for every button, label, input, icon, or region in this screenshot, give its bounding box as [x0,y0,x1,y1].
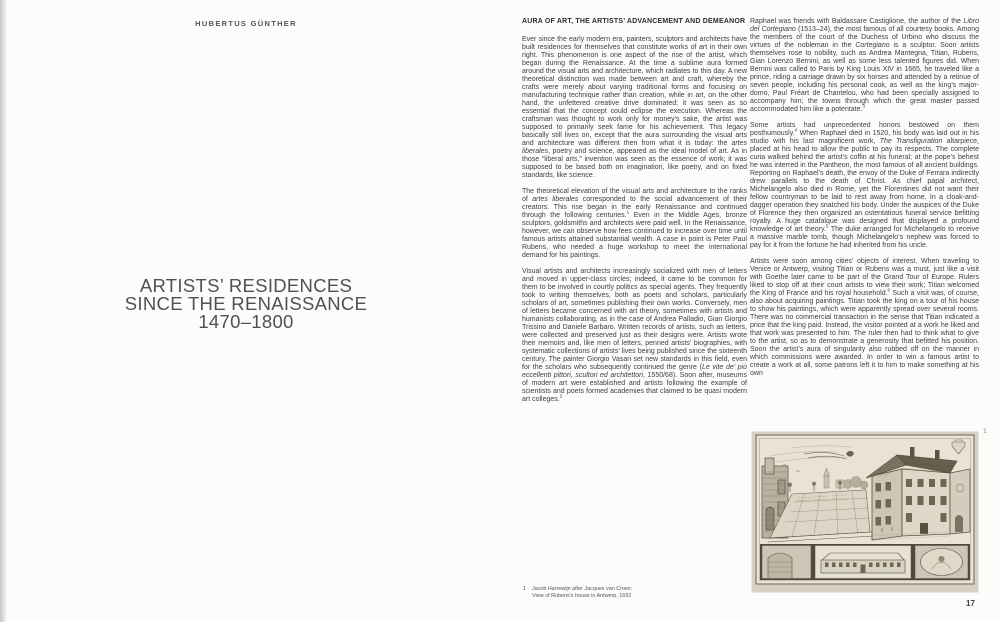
title-line-1: ARTISTS’ RESIDENCES [139,275,353,296]
caption-line-2: View of Rubens’s house in Antwerp, 1692 [532,592,632,599]
title-line-2: SINCE THE RENAISSANCE [124,292,368,314]
page-title [0,277,492,330]
text-column-1 [522,18,747,404]
text-column-2 [750,18,979,404]
figure-caption [523,586,632,599]
figure-number: 1 [983,428,987,435]
page-number: 17 [966,599,975,608]
paragraph: The theoretical elevation of the visual arts and architecture to the ranks of artes liberales corresponded to the social advancement of their creators. This rise began in the early Renaissance and continued through the following centuries.$^1$ Even in the Middle Ages, bronze sculptors, goldsmiths and architects were paid well. In the Renaissance, however, we can observe how fees continued to increase over time until famous artists attained substantial wealth. A case in point is Peter Paul Rubens, who needed a huge workshop to meet the international demand for his paintings. [522,188,748,259]
paragraph: Ever since the early modern era, painters, sculptors and architects have built residences for themselves that constitute works of art in their own right. This phenomenon is one aspect of the rise of the artist, which began during the Renaissance. At the time a sublime aura formed around the visual arts and architecture, which radiates to this day. A new theoretical distinction was made between art and craft, whereby the crafts were merely about varying traditional forms and focusing on manufacturing technique rather than creation, while in art, on the other hand, the unfettered creative drive dominated; it was seen as so essential that the concept could eclipse the execution. Whereas the craftsman was thought to work only for money’s sake, the artist was supposed to primarily seek fame for his achievement. This legacy basically still lives on, except that the aura surrounding the visual arts and architecture was different then from what it is today: the artes liberales, poetry and science, appeared as the ideal model of art. As in those “liberal arts,” invention was seen as the essence of work; it was supposed to be based both on imagination, like poetry, and on fixed standards, like science. [522,36,747,179]
column-1-paragraphs [522,36,747,404]
paragraph: Visual artists and architects increasingly socialized with men of letters and moved in upper-class circles; indeed, it came to be common for them to be involved in courtly politics as special agents. They frequently took to writing themselves, both as poets and scholars, particularly scholars of art, sometimes publishing their own works. Conversely, men of letters became concerned with art theory, sometimes with artists and humanists collaborating, as in the case of Andrea Palladio, Gian Giorgio Trissino and Daniele Barbaro. Written records of artists, such as letters, were collected and preserved just as their designs were. Artists wrote their memoirs and, like men of letters, penned artists’ biographies, with systematic collections of artists’ lives being published since the sixteenth century. The painter Giorgio Vasari set new standards in this field, even for the scholars who subsequently continued the genre (Le vite de’ più eccellenti pittori, scultori ed architettori, 1550/68). Soon after, museums of modern art were established and artists following the example of scientists and poets formed academies that claimed to be quasi modern art colleges.$^2$ [522,268,747,403]
author-name: HUBERTUS GÜNTHER [195,19,297,28]
rubens-house-etching-image [752,432,978,592]
column-2-paragraphs [750,18,979,378]
section-heading: AURA OF ART, THE ARTISTS’ ADVANCEMENT AND DEMEANOR [522,18,746,25]
caption-number: 1 [523,586,526,592]
article-text [522,18,979,404]
caption-line-1: Jacob Harrewijn after Jacques van Croes: [532,586,633,592]
paragraph: Some artists had unprecedented honors bestowed on them posthumously.$^4$ When Raphael died in 1520, his body was laid out in his studio with his last magnificent work, The Transfiguration altarpiece, placed at his head to allow the public to pay its respects. The complete curia walked behind the artist’s coffin at his funeral; at the pope’s behest he was interred in the Pantheon, the most famous of all ancient buildings. Reporting on Raphael’s death, the envoy of the Duke of Ferrara indirectly drew parallels to the death of Christ. As chief papal architect, Michelangelo also died in Rome, yet the Florentines did not want their fellow countryman to be laid to rest away from home. In a cloak-and-dagger operation they snatched his body. Under the auspices of the Duke of Florence they then organized an ostentatious funeral service befitting royalty. A huge catafalque was designed that displayed a profound knowledge of art theory.$^5$ The duke arranged for Michelangelo to receive a massive marble tomb, though Michelangelo’s nephew was forced to pay for it from the fortune he had inherited from his uncle. [750,122,979,249]
caption-text [532,586,632,599]
figure-etching-rubens-house [752,432,978,592]
paragraph: Raphael was friends with Baldassare Castiglione, the author of the Libro del Cortegiano (1513–24), the most famous of all courtesy books. Among the members of the court of the Duchess of Urbino who discuss the virtues of the nobleman in the Cortegiano is a sculptor. Soon artists themselves rose to nobility, such as Andrea Mantegna, Titian, Rubens, Gian Lorenzo Bernini, as well as some less talented figures did. When Bernini was called to Paris by King Louis XIV in 1665, he traveled like a prince, riding a carriage drawn by six horses and attended by a retinue of seven people, including his personal cook, as well as the king’s major-domo, Paul Fréart de Chantelou, who had been specially assigned to accompany him; the towns through which the great master passed accommodated him like a potentate.$^3$ [750,18,980,113]
paragraph: Artists were soon among cities’ objects of interest. When traveling to Venice or Antwerp, visiting Titian or Rubens was a must, just like a visit with Goethe later came to be part of the Grand Tour of Europe. Rulers liked to stop off at their court artists to view their work; Titian welcomed the King of France and his royal household.$^6$ Such a visit was, of course, also about acquiring paintings. Titian took the king on a tour of his house to show his paintings, which were apparently spread over several rooms. There was no commercial transaction in the sense that Titian indicated a price that the king paid. Instead, the visitor pointed at a work he liked and that work was presented to him. The ruler then had to think what to give to the artist, so as to demonstrate a generosity that befitted his position. Soon the artist’s aura of singularity also rubbed off on the manner in which commissions were awarded. In order to win a famous artist to create a work at all, some patrons left it to him to make something at his own [750,258,979,377]
title-line-3: 1470–1800 [198,310,294,332]
